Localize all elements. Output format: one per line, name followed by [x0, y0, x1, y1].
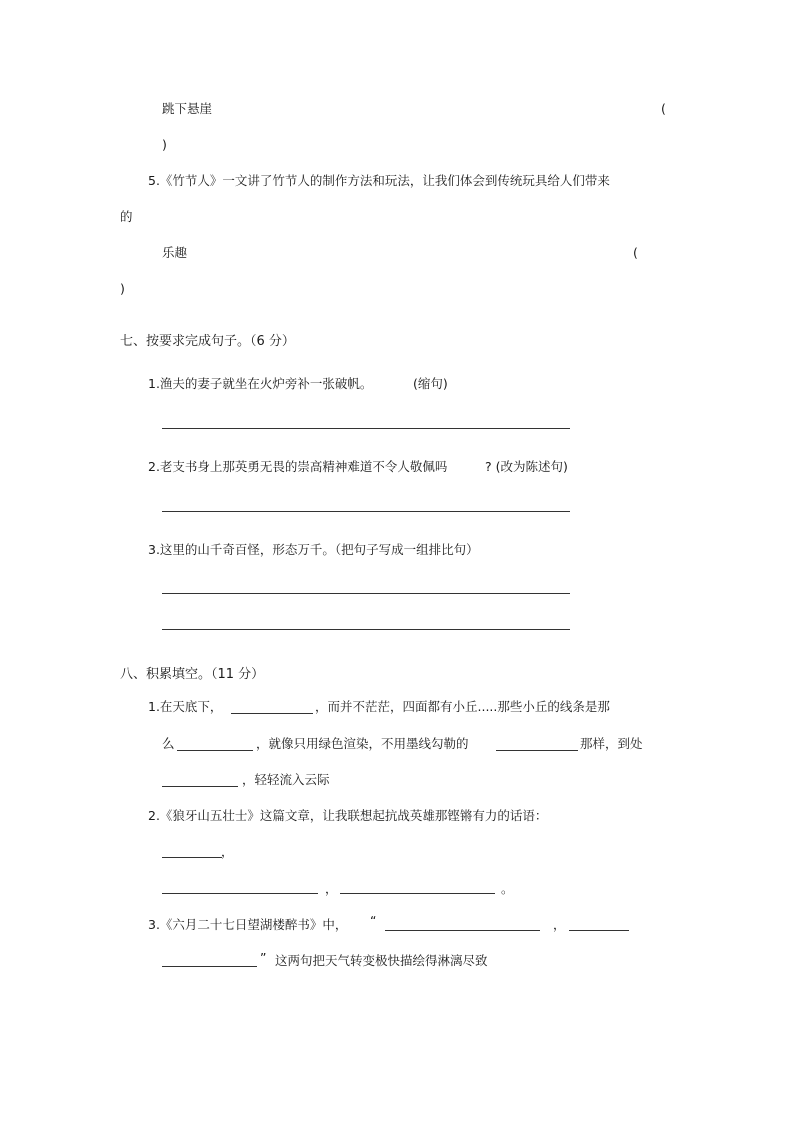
q8-fill3-comma: ，: [553, 917, 566, 932]
q6-item5-line3: 乐趣: [162, 245, 188, 260]
q8-fill1-part-b: ，而并不茫茫，四面都有小丘.....那些小丘的线条是那: [315, 699, 610, 714]
fill-blank-1[interactable]: [231, 713, 313, 714]
q8-fill2-comma-2: ，: [325, 881, 338, 896]
answer-line-3a[interactable]: [162, 593, 570, 594]
q7-sentence-1: 1.渔夫的妻子就坐在火炉旁补一张破帆。: [148, 376, 373, 391]
fill-blank-6[interactable]: [162, 893, 318, 894]
q7-sentence-3: 3.这里的山千奇百怪，形态万千。（把句子写成一组排比句）: [148, 542, 479, 557]
answer-line-2[interactable]: [162, 511, 570, 512]
q6-item4-continuation: 跳下悬崖: [162, 101, 213, 116]
q8-fill3-part-b: 这两句把天气转变极快描绘得淋漓尽致: [275, 953, 488, 968]
q8-fill1-part-f: ，轻轻流入云际: [242, 772, 330, 787]
q8-fill1-part-e: 那样，到处: [580, 736, 643, 751]
fill-blank-5[interactable]: [162, 857, 222, 858]
answer-line-3b[interactable]: [162, 629, 570, 630]
q7-sentence-1-requirement: (缩句): [413, 376, 448, 391]
q8-fill3-quote-close: ”: [260, 950, 267, 965]
q6-item5-paren-open: (: [633, 245, 638, 260]
q6-item4-paren-close: ): [162, 137, 167, 152]
q8-heading: 八、积累填空。（11 分）: [120, 667, 265, 682]
fill-blank-9[interactable]: [569, 930, 629, 931]
q6-item5-line1: 5.《竹节人》一文讲了竹节人的制作方法和玩法，让我们体会到传统玩具给人们带来: [148, 173, 610, 188]
q8-fill3-part-a: 3.《六月二十七日望湖楼醉书》中，: [148, 917, 348, 932]
answer-line-1[interactable]: [162, 428, 570, 429]
q7-sentence-2: 2.老支书身上那英勇无畏的崇高精神难道不令人敬佩吗: [148, 459, 448, 474]
q6-item5-line2: 的: [120, 209, 133, 224]
q6-item4-paren-open: (: [661, 101, 666, 116]
q8-fill1-part-d: ，就像只用绿色渲染，不用墨线勾勒的: [256, 736, 469, 751]
q8-fill2-period: 。: [501, 881, 514, 896]
fill-blank-3[interactable]: [496, 750, 578, 751]
fill-blank-8[interactable]: [385, 930, 540, 931]
fill-blank-4[interactable]: [162, 786, 238, 787]
q7-sentence-2-requirement: ? (改为陈述句): [485, 459, 568, 474]
q8-fill3-quote-open: “: [370, 913, 377, 928]
q7-heading: 七、按要求完成句子。（6 分）: [120, 334, 295, 349]
fill-blank-2[interactable]: [177, 750, 253, 751]
q8-fill1-part-c: 么: [162, 736, 175, 751]
fill-blank-10[interactable]: [162, 966, 257, 967]
q8-fill1-part-a: 1.在天底下，: [148, 699, 223, 714]
q8-fill2-prompt: 2.《狼牙山五壮士》这篇文章，让我联想起抗战英雄那铿锵有力的话语：: [148, 808, 548, 823]
fill-blank-7[interactable]: [340, 893, 495, 894]
q8-fill2-comma: ，: [221, 844, 234, 859]
q6-item5-paren-close: ): [120, 281, 125, 296]
